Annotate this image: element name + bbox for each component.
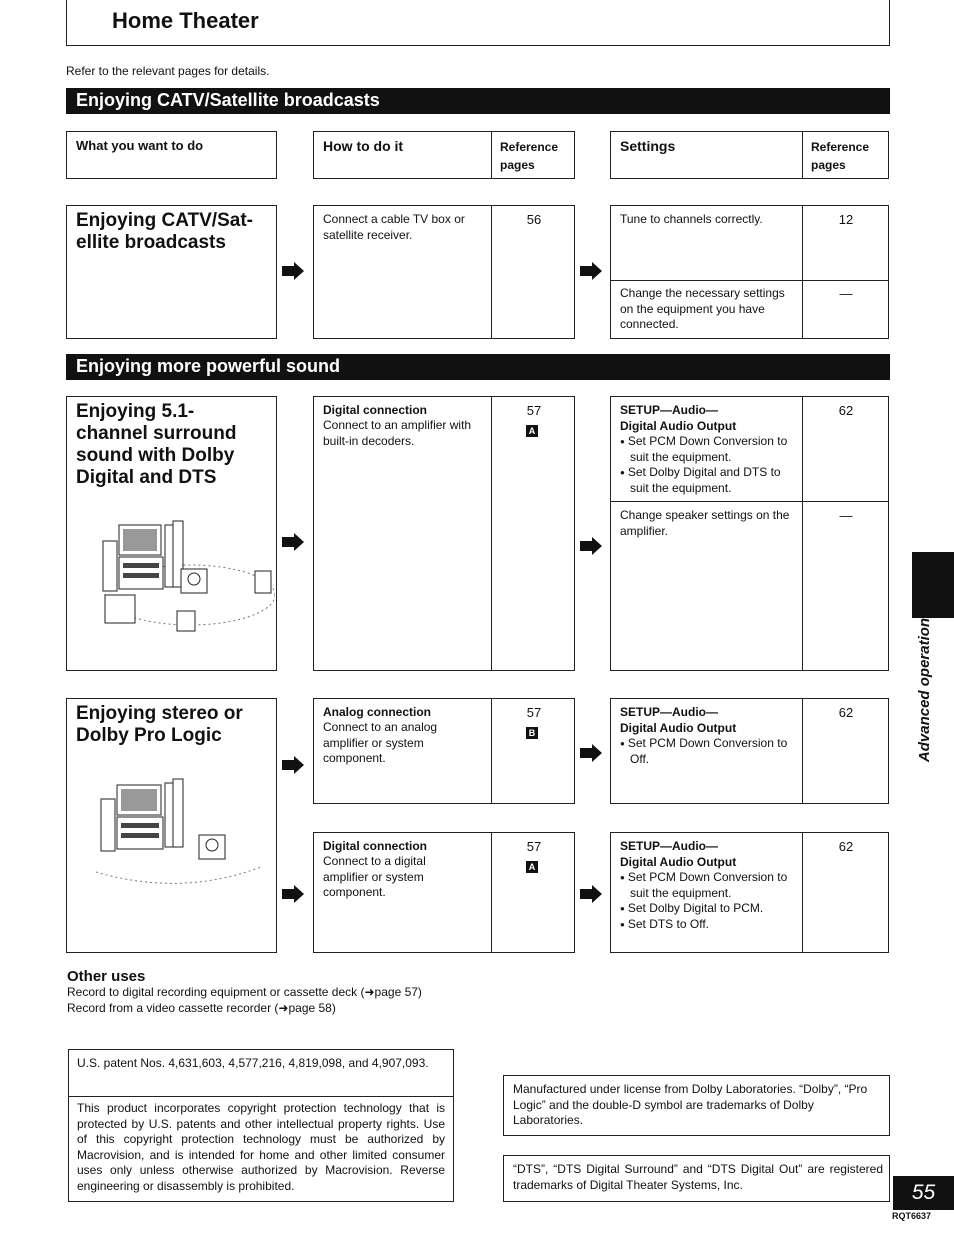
surround-settings-cell <box>610 396 889 671</box>
surround-how-divider <box>491 397 492 670</box>
stereo-what: Enjoying stereo or Dolby Pro Logic <box>76 703 243 746</box>
header-how-divider <box>491 132 492 178</box>
catv-setting-1-ref: 12 <box>838 212 854 227</box>
analog-how-text: Connect to an analog amplifier or system component. <box>323 720 438 765</box>
patent-divider <box>69 1096 453 1097</box>
surround-what-cell <box>66 396 277 671</box>
analog-how-badge <box>526 723 538 741</box>
digital-setting-ref: 62 <box>838 839 854 854</box>
analog-how-cell <box>313 698 575 804</box>
surround-how-ref: 57 <box>526 403 542 418</box>
analog-setting-sub: Digital Audio Output <box>620 720 737 735</box>
digital-how-cell <box>313 832 575 953</box>
header-ref2: Reference pages <box>811 140 870 172</box>
side-tab-marker <box>912 552 954 618</box>
surround-what: Enjoying 5.1-channel surround sound with Dolby Digital and DTS <box>76 401 237 488</box>
arrow-right-icon <box>282 262 304 280</box>
surround-how-text: Connect to an amplifier with built-in decoders. <box>323 418 472 448</box>
analog-setting-bullet: ● Set PCM Down Conversion to Off. <box>620 736 796 767</box>
arrow-right-icon <box>282 533 304 551</box>
stereo-speaker-system-illustration <box>91 777 271 887</box>
connection-b-badge: B <box>526 727 538 739</box>
dts-notice: “DTS”, “DTS Digital Surround” and “DTS Digital Out” are registered trademarks of Digital Theater Systems, Inc. <box>513 1162 883 1192</box>
intro-text: Refer to the relevant pages for details. <box>66 64 270 78</box>
connection-a-badge: A <box>526 861 538 873</box>
dolby-notice: Manufactured under license from Dolby Laboratories. “Dolby”, “Pro Logic” and the double-D symbol are trademarks of Dolby Laboratories. <box>513 1082 868 1127</box>
patent-notice: U.S. patent Nos. 4,631,603, 4,577,216, 4,819,098, and 4,907,093. <box>77 1056 429 1070</box>
section-title-catv: Enjoying CATV/Satellite broadcasts <box>66 88 890 114</box>
header-settings-divider <box>802 132 803 178</box>
surround-setting-1-sub: Digital Audio Output <box>620 418 737 433</box>
other-uses-line: Record from a video cassette recorder (➜page 58) <box>67 1000 336 1015</box>
analog-setting <box>620 705 796 767</box>
digital-how-title: Digital connection <box>323 839 428 853</box>
surround-how-cell <box>313 396 575 671</box>
catv-what: Enjoying CATV/Sat-ellite broadcasts <box>76 210 253 253</box>
surround-setting-1 <box>620 403 796 496</box>
header-how-group <box>313 131 575 179</box>
arrow-right-icon <box>282 885 304 903</box>
catv-how-cell <box>313 205 575 339</box>
surround-how-badge <box>526 421 538 439</box>
digital-setting-bullet: ● Set DTS to Off. <box>620 917 796 933</box>
arrow-right-icon <box>580 744 602 762</box>
digital-settings-cell <box>610 832 889 953</box>
surround-setting-1-bullet: ● Set Dolby Digital and DTS to suit the equipment. <box>620 465 796 496</box>
digital-setting-bullet: ● Set PCM Down Conversion to suit the equipment. <box>620 870 796 901</box>
analog-how-ref: 57 <box>526 705 542 720</box>
catv-how-text: Connect a cable TV box or satellite receiver. <box>323 212 465 242</box>
other-uses-title: Other uses <box>67 968 146 985</box>
surround-settings-divider-h <box>611 501 888 502</box>
arrow-right-icon <box>282 756 304 774</box>
catv-settings-cell <box>610 205 889 339</box>
analog-settings-cell <box>610 698 889 804</box>
surround-how-title: Digital connection <box>323 403 428 417</box>
dts-notice-box <box>503 1155 890 1202</box>
macrovision-notice: This product incorporates copyright protection technology that is protected by U.S. patents and other intellectual property rights. Use of this copyright protection technology must be authorized by Macrovision, and is intended for home and other limited consumer uses only unless otherwise authorized by Macrovision. Reverse engineering or disassembly is prohibited. <box>77 1101 445 1193</box>
catv-setting-1: Tune to channels correctly. <box>620 212 763 226</box>
header-how: How to do it <box>323 138 404 154</box>
digital-setting-title: SETUP—Audio— <box>620 839 718 853</box>
analog-how-title: Analog connection <box>323 705 431 719</box>
digital-setting-bullet: ● Set Dolby Digital to PCM. <box>620 901 796 917</box>
catv-how-ref: 56 <box>526 212 542 227</box>
surround-setting-1-bullet: ● Set PCM Down Conversion to suit the equipment. <box>620 434 796 465</box>
catv-setting-2-ref: — <box>839 286 853 301</box>
surround-setting-2: Change speaker settings on the amplifier. <box>620 508 790 538</box>
digital-how-ref: 57 <box>526 839 542 854</box>
digital-setting <box>620 839 796 932</box>
surround-setting-1-title: SETUP—Audio— <box>620 403 718 417</box>
doc-code: RQT6637 <box>892 1211 932 1221</box>
arrow-right-icon <box>580 885 602 903</box>
catv-settings-divider-h <box>611 280 888 281</box>
header-settings: Settings <box>620 138 676 154</box>
other-uses <box>67 968 587 1016</box>
page-number-box <box>893 1176 954 1210</box>
surround-setting-1-ref: 62 <box>838 403 854 418</box>
digital-how-text: Connect to a digital amplifier or system component. <box>323 854 426 899</box>
page-title: Home Theater <box>112 8 259 33</box>
other-uses-line: Record to digital recording equipment or cassette deck (➜page 57) <box>67 985 422 999</box>
section-title-sound: Enjoying more powerful sound <box>66 354 890 380</box>
header-settings-group <box>610 131 889 179</box>
dolby-notice-box <box>503 1075 890 1136</box>
patent-notice-box <box>68 1049 454 1202</box>
arrow-right-icon <box>580 537 602 555</box>
analog-setting-ref: 62 <box>838 705 854 720</box>
page-number: 55 <box>911 1181 936 1204</box>
arrow-right-icon <box>580 262 602 280</box>
surround-settings-divider-v <box>802 397 803 670</box>
digital-setting-sub: Digital Audio Output <box>620 854 737 869</box>
connection-a-badge: A <box>526 425 538 437</box>
side-tab-label: Advanced operation <box>916 617 933 763</box>
surround-speaker-system-illustration <box>95 513 275 633</box>
header-ref: Reference pages <box>500 140 559 172</box>
catv-setting-2: Change the necessary settings on the equipment you have connected. <box>620 286 785 331</box>
header-what: What you want to do <box>66 131 277 179</box>
stereo-what-cell <box>66 698 277 953</box>
catv-what-cell <box>66 205 277 339</box>
surround-setting-2-ref: — <box>839 508 853 523</box>
analog-setting-title: SETUP—Audio— <box>620 705 718 719</box>
page-header <box>66 0 890 46</box>
digital-how-badge <box>526 857 538 875</box>
